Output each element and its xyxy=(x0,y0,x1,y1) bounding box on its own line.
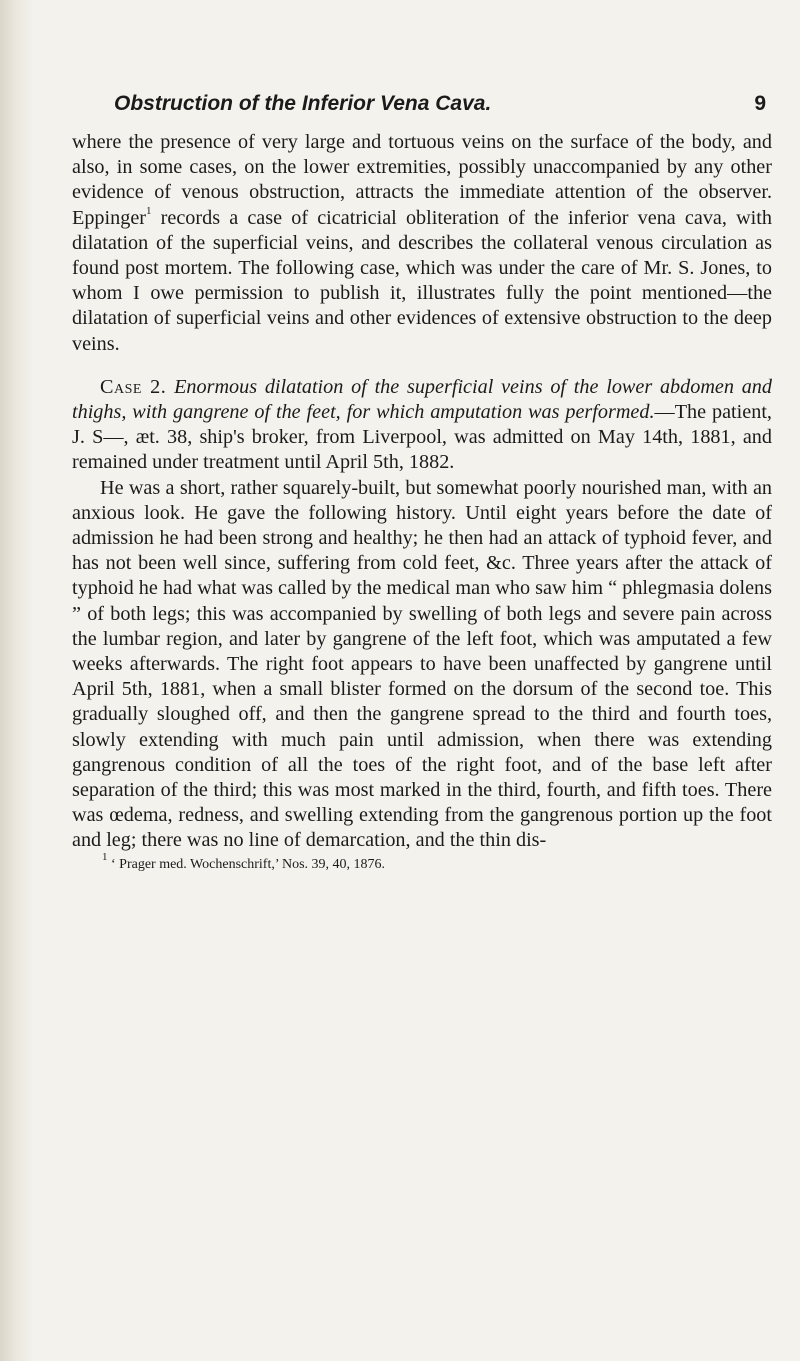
running-title: Obstruction of the Inferior Vena Cava. xyxy=(114,92,492,115)
case-label: Case 2. xyxy=(100,375,167,398)
footnote xyxy=(72,851,772,873)
history-text: He was a short, rather squarely-built, but somewhat poorly nourished man, with an anxious look. He gave the following history. Until eight years before the date of admission he had been strong and healthy; he then had an attack of typhoid fever, and has not been well since, suffering from cold feet, &c. Three years after the attack of typhoid he had what was called by the medical man who saw him “ phlegmasia dolens ” of both legs; this was accompanied by swelling of both legs and severe pain across the lumbar region, and later by gangrene of the left foot, which was amputated a few weeks afterwards. The right foot appears to have been unaffected by gangrene until April 5th, 1881, when a small blister formed on the dorsum of the second toe. This gradually sloughed off, and then the gangrene spread to the third and fourth toes, slowly extending with much pain until admission, when there was extending gangrenous condition of all the toes of the right foot, and of the base left after separation of the third; this was most marked in the third, fourth, and fifth toes. There was œdema, redness, and swelling extending from the gangrenous portion up the foot and leg; there was no line of demarcation, and the thin dis- xyxy=(72,476,772,852)
running-head xyxy=(114,92,772,116)
page-binding-edge xyxy=(0,0,34,1361)
footnote-text: ‘ Prager med. Wochenschrift,’ Nos. 39, 40, 1876. xyxy=(111,856,386,872)
paragraph-1 xyxy=(72,130,772,357)
paragraph-1-text-start: where the presence of very large and tortuous veins on the surface of the body, and also, in some cases, on the lower extremities, possibly unaccompanied by any other evidence of venous obstruction, attracts the immediate attention of the observer. Eppinger xyxy=(72,131,772,229)
page-number: 9 xyxy=(754,92,766,115)
paragraph-history xyxy=(72,476,772,854)
case-title: Enormous dilatation of the superficial veins of the lower abdomen and thighs, with gangrene of the feet, for which amputation was performed. xyxy=(72,375,772,424)
case-intro-text: —The patient, J. S—, æt. 38, ship's broker, from Liverpool, was admitted on May 14th, 1881, and remained under treatment until April 5th, 1882. xyxy=(72,401,772,474)
footnote-reference-mark: 1 xyxy=(146,204,152,217)
paragraph-1-text-end: records a case of cicatricial obliteration of the inferior vena cava, with dilatation of the superficial veins, and describes the collateral venous circulation as found post mortem. The following case, which was under the care of Mr. S. Jones, to whom I owe permission to publish it, illustrates fully the point mentioned—the dilatation of superficial veins and other evidences of extensive obstruction to the deep veins. xyxy=(72,206,772,355)
book-page xyxy=(72,92,772,873)
paragraph-case-2 xyxy=(72,375,772,476)
footnote-mark: 1 xyxy=(102,851,108,864)
body-text xyxy=(72,130,772,854)
